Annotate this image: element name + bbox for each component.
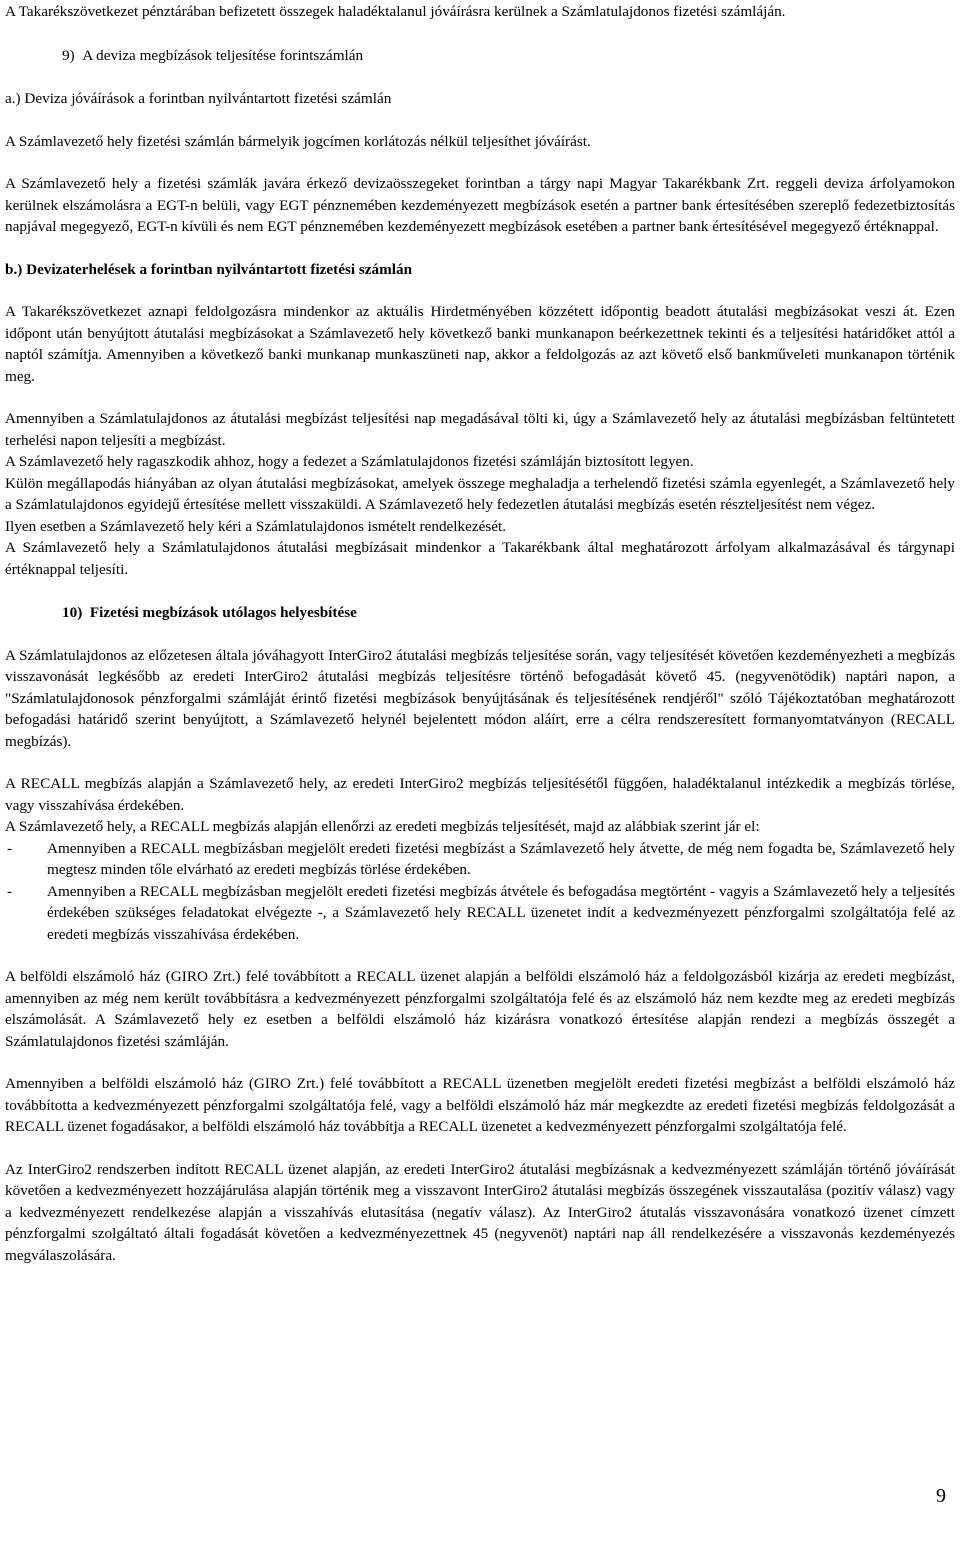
list-dash: - bbox=[7, 882, 13, 900]
section-10-heading: 10) Fizetési megbízások utólagos helyesbítése bbox=[62, 604, 357, 621]
paragraph-10-3: A Számlavezető hely, a RECALL megbízás alapján ellenőrzi az eredeti megbízás teljesítését, majd az alábbiak szerint jár el: bbox=[5, 818, 760, 835]
recall-steps-list bbox=[5, 838, 955, 946]
section-9a-heading: a.) Deviza jóváírások a forintban nyilvántartott fizetési számlán bbox=[5, 90, 392, 107]
list-item-text: Amennyiben a RECALL megbízásban megjelölt eredeti fizetési megbízást a Számlavezető hely átvette, de még nem fogadta be, Számlavezető hely megtesz minden tőle elvárható az eredeti megbízás törlése érdekében. bbox=[47, 839, 955, 878]
paragraph-9b-5: Ilyen esetben a Számlavezető hely kéri a Számlatulajdonos ismételt rendelkezését. bbox=[5, 517, 506, 535]
paragraph-intro: A Takarékszövetkezet pénztárában befizetett összegek haladéktalanul jóváírásra kerülnek a Számlatulajdonos fizetési számláján. bbox=[5, 3, 786, 20]
paragraph-9b-4: Külön megállapodás hiányában az olyan átutalási megbízásokat, amelyek összege meghaladja a terhelendő fizetési számla egyenlegét, a Számlavezető hely a Számlatulajdonos egyidejű értesítése mellett visszaküldi. A Számlavezető hely fedezetlen átutalási megbízás esetén részteljesítést nem végez. bbox=[5, 474, 955, 513]
paragraph-9b-1: A Takarékszövetkezet aznapi feldolgozásra mindenkor az aktuális Hirdetményében közzétett időpontig beadott átutalási megbízásokat veszi át. Ezen időpont után benyújtott átutalási megbízásokat a Számlavezető hely következő banki munkanapon beérkezettnek tekinti és a teljesítési határidőket attól a naptól számítja. Amennyiben a következő banki munkanap munkaszüneti nap, akkor a feldolgozás az azt követő első bankműveleti munkanapon történik meg. bbox=[5, 303, 955, 385]
list-dash: - bbox=[7, 839, 13, 857]
paragraph-9b-2: Amennyiben a Számlatulajdonos az átutalási megbízást teljesítési nap megadásával tölti ki, úgy a Számlavezető hely az átutalási megbízásban feltüntetett terhelési napon teljesíti a megbízást. bbox=[5, 410, 955, 449]
section-9b-heading: b.) Devizaterhelések a forintban nyilvántartott fizetési számlán bbox=[5, 260, 413, 278]
paragraph-10-4: A belföldi elszámoló ház (GIRO Zrt.) felé továbbított a RECALL üzenet alapján a belföldi elszámoló ház a feldolgozásból kizárja az eredeti megbízást, amennyiben az még nem került továbbításra a kedvezményezett pénzforgalmi szolgáltatója felé és az elszámoló ház nem kezdte meg az eredeti megbízás elszámolását. A Számlavezető hely ez esetben a belföldi elszámoló ház kizárásra vonatkozó értesítése alapján rendezi a megbízás összegét a Számlatulajdonos fizetési számláján. bbox=[5, 968, 955, 1050]
paragraph-10-5: Amennyiben a belföldi elszámoló ház (GIRO Zrt.) felé továbbított a RECALL üzenetben megjelölt eredeti fizetési megbízást a belföldi elszámoló ház továbbította a kedvezményezett pénzforgalmi szolgáltatója felé, vagy a belföldi elszámoló ház már megkezdte az eredeti fizetési megbízás feldolgozását a RECALL üzenet fogadásakor, a belföldi elszámoló ház továbbítja a RECALL üzenetet a kedvezményezett pénzforgalmi szolgáltatója felé. bbox=[5, 1075, 955, 1135]
list-item bbox=[5, 881, 955, 946]
list-item-text: Amennyiben a RECALL megbízásban megjelölt eredeti fizetési megbízás átvétele és befogadása megtörtént - vagyis a Számlavezető hely a teljesítés érdekében szükséges feladatokat elvégezte -, a Számlavezető hely RECALL üzenetet indít a kedvezményezett pénzforgalmi szolgáltatója felé az eredeti megbízás visszahívása érdekében. bbox=[47, 882, 955, 943]
section-9-heading: 9) A deviza megbízások teljesítése forintszámlán bbox=[62, 46, 364, 64]
paragraph-9a-2: A Számlavezető hely a fizetési számlák javára érkező devizaösszegeket forintban a tárgy napi Magyar Takarékbank Zrt. reggeli deviza árfolyamokon kerülnek elszámolásra a EGT-n belüli, vagy EGT pénznemében kezdeményezett megbízások esetén a partner bank értesítésében szereplő fedezetbiztosítás napjával megegyező, EGT-n kívüli és nem EGT pénznemében kezdeményezett megbízások esetében a partner bank értesítésével megegyező értéknappal. bbox=[5, 175, 955, 235]
page-number: 9 bbox=[936, 1485, 946, 1507]
paragraph-9a-1: A Számlavezető hely fizetési számlán bármelyik jogcímen korlátozás nélkül teljesíthet jóváírást. bbox=[5, 132, 591, 150]
list-item bbox=[5, 838, 955, 881]
paragraph-10-1: A Számlatulajdonos az előzetesen általa jóváhagyott InterGiro2 átutalási megbízás teljesítése során, vagy teljesítését követően kezdeményezheti a megbízás visszavonását legkésőbb az eredeti InterGiro2 átutalási megbízás teljesítésre történő befogadását követő 45. (negyvenötödik) naptári napon, a "Számlatulajdonosok pénzforgalmi számláját érintő fizetési megbízások benyújtásának és teljesítésének rendjéről" szóló Tájékoztatóban meghatározott befogadási határidő szerint benyújtott, a Számlavezető helynél bejelentett módon aláírt, erre a célra rendszeresített formanyomtatványon (RECALL megbízás). bbox=[5, 646, 955, 750]
paragraph-9b-6: A Számlavezető hely a Számlatulajdonos átutalási megbízásait mindenkor a Takarékbank által meghatározott árfolyam alkalmazásával és tárgynapi értéknappal teljesíti. bbox=[5, 539, 955, 578]
paragraph-10-2: A RECALL megbízás alapján a Számlavezető hely, az eredeti InterGiro2 megbízás teljesítésétől függően, haladéktalanul intézkedik a megbízás törlése, vagy visszahívása érdekében. bbox=[5, 775, 955, 814]
document-page bbox=[5, 1, 955, 1266]
paragraph-9b-3: A Számlavezető hely ragaszkodik ahhoz, hogy a fedezet a Számlatulajdonos fizetési számláján biztosított legyen. bbox=[5, 453, 694, 470]
paragraph-10-6: Az InterGiro2 rendszerben indított RECALL üzenet alapján, az eredeti InterGiro2 átutalási megbízásnak a kedvezményezett számláján történő jóváírását követően a kedvezményezett hozzájárulása alapján történik meg a visszavont InterGiro2 átutalási megbízás összegének visszautalása (pozitív válasz) vagy a kedvezményezett rendelkezése alapján a visszahívás elutasítása (negatív válasz). Az InterGiro2 átutalás visszavonására vonatkozó üzenet címzett pénzforgalmi szolgáltató általi fogadását követően a kedvezményezettnek 45 (negyvenöt) naptári nap áll rendelkezésére a visszavonás kezdeményezés megválaszolására. bbox=[5, 1160, 955, 1264]
